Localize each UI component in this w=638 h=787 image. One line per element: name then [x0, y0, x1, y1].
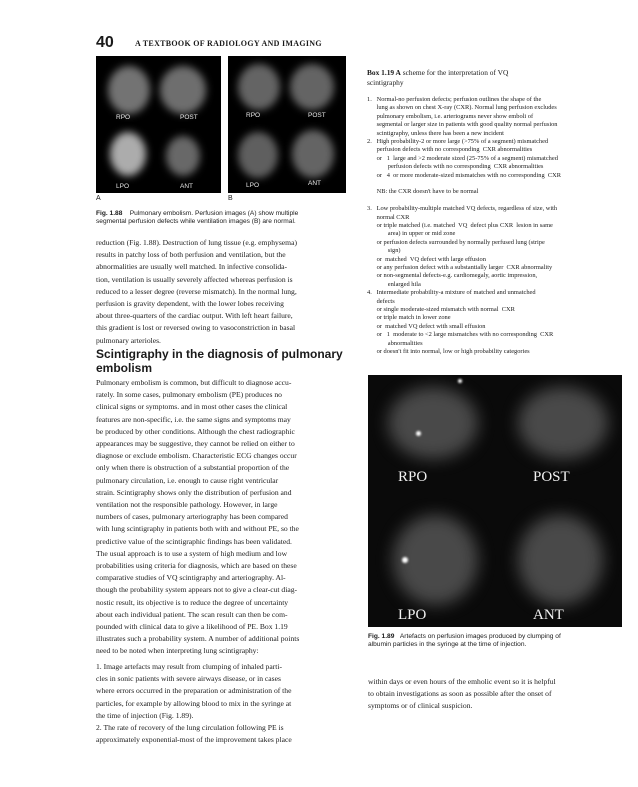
- text-line: to obtain investigations as soon as possible after the onset of: [368, 689, 552, 699]
- box-line: or triple matched (i.e. matched VQ defect plus CXR lesion in same: [367, 222, 553, 229]
- text-line: need to be noted when interpreting lung scintigraphy:: [96, 646, 259, 656]
- box-line: or any perfusion defect with a substantially larger CXR abnormality: [367, 264, 553, 271]
- box-line: or matched VQ defect with small effusion: [367, 322, 486, 330]
- scan-label: ANT: [308, 180, 321, 187]
- box-line: or non-segmental defects-e.g. cardiomegaly, aortic impression,: [367, 272, 538, 280]
- box-line: or single moderate-sized mismatch with normal CXR: [367, 306, 515, 313]
- box-line: or 1 large and >2 moderate sized (25-75% of a segment) mismatched: [367, 154, 558, 162]
- caption-number: Fig. 1.88: [96, 210, 123, 217]
- box-line: lung as shown on chest X-ray (CXR). Normal lung perfusion excludes: [367, 104, 557, 112]
- scan-label: POST: [180, 114, 198, 121]
- numbered-list: [96, 661, 348, 746]
- scan-label: LPO: [398, 607, 427, 623]
- caption-number: Fig. 1.89: [368, 633, 395, 640]
- panel-letter-b: B: [228, 195, 233, 202]
- fig-1-88-panel-a: [96, 56, 221, 193]
- text-line: features are non-specific, i.e. the same signs and symptoms may: [96, 414, 291, 424]
- text-line: where errors occurred in the preparation or administration of the: [96, 686, 292, 696]
- text-line: results in patchy loss of both perfusion and ventilation, but the: [96, 250, 286, 260]
- box-line: perfusion defects with no corresponding CXR abnormalities: [367, 163, 544, 171]
- fig-1-88-caption: [96, 210, 356, 227]
- text-line: nostic result, its objective is to reduce the degree of uncertainty: [96, 597, 289, 607]
- section-heading: [96, 347, 356, 375]
- scan-label: LPO: [116, 183, 130, 190]
- text-line: only when there is obstruction of a substantial proportion of the: [96, 463, 290, 473]
- text-line: rately. In some cases, pulmonary embolism (PE) produces no: [96, 390, 282, 400]
- scan-label: RPO: [398, 469, 428, 485]
- caption-text: Artefacts on perfusion images produced by clumping of: [399, 633, 561, 640]
- text-line: numbers of cases, pulmonary arteriography has been compared: [96, 512, 288, 522]
- box-line: scintigraphy, unless there has been a new incident: [367, 129, 504, 137]
- text-line: within days or even hours of the emholic event so it is helpful: [368, 677, 556, 686]
- text-line: approximately exponential-most of the improvement takes place: [96, 735, 292, 745]
- text-line: tion, ventilation is usually severely affected whereas perfusion is: [96, 274, 293, 284]
- text-line: about three-quarters of the cardiac output. With left heart failure,: [96, 311, 293, 321]
- scan-label: POST: [533, 469, 570, 485]
- text-line: be produced by other conditions. Although the chest radiographic: [96, 426, 295, 436]
- caption-text: segmental perfusion defects while ventilation images (B) are normal.: [96, 218, 296, 226]
- panel-letter-a: A: [96, 195, 101, 202]
- text-line: diagnose or exclude embolism. Characteristic ECG changes occur: [96, 451, 297, 461]
- scan-label: RPO: [246, 112, 261, 119]
- fig-1-88-panel-b: [228, 56, 346, 193]
- text-line: 2. The rate of recovery of the lung circulation following PE is: [96, 723, 284, 733]
- box-line: segmental or larger size in patients with good quality normal perfusion: [367, 121, 558, 129]
- text-line: pulmonary circulation, i.e. enough to cause right ventricular: [96, 475, 279, 485]
- box-line: abnormalities: [367, 339, 423, 347]
- box-line: enlarged hila: [367, 280, 421, 288]
- text-line: appearances may be suggestive, they cannot be relied on either to: [96, 439, 295, 449]
- box-line: 3. Low probability-multiple matched VQ defects, regardless of size, with: [367, 205, 558, 213]
- box-line: 4. Intermediate probability-a mixture of matched and unmatched: [367, 289, 536, 297]
- fig-1-89-caption: [368, 633, 622, 650]
- box-line: normal CXR: [367, 213, 410, 221]
- text-line: comparative studies of VQ scintigraphy and arteriography. Al-: [96, 573, 286, 583]
- heading-line: Scintigraphy in the diagnosis of pulmonary: [96, 347, 343, 361]
- caption-text: albumin particles in the syringe at the time of injection.: [368, 641, 527, 649]
- box-content: [367, 96, 617, 366]
- box-line: area) in upper or mid zone: [367, 230, 456, 238]
- box-line: 1. Normal-no perfusion defects; perfusion outlines the shape of the: [367, 96, 542, 103]
- text-line: pounded with clinical data to give a likelihood of PE. Box 1.19: [96, 622, 288, 632]
- box-title-text: scheme for the interpretation of VQ: [400, 68, 509, 77]
- text-line: strain. Scintigraphy shows only the distribution of perfusion and: [96, 487, 292, 497]
- box-title-text: scintigraphy: [367, 77, 404, 87]
- text-line: perfusion is gravity dependent, with the lower lobes receiving: [96, 299, 284, 309]
- scan-label: ANT: [533, 607, 564, 623]
- running-title: A TEXTBOOK OF RADIOLOGY AND IMAGING: [135, 39, 322, 48]
- text-line: reduced to a lesser degree (reverse mismatch). In the normal lung,: [96, 286, 297, 296]
- box-line: or triple match in lower zone: [367, 314, 451, 322]
- box-number: Box 1.19 A: [367, 68, 401, 77]
- text-line: abnormalities are usually well matched. In infective consolida-: [96, 262, 288, 272]
- box-line: or 4 or more moderate-sized mismatches with no corresponding CXR: [367, 171, 561, 179]
- text-line: The usual approach is to use a system of high medium and low: [96, 548, 288, 558]
- text-line: particles, for example by allowing blood to mix in the syringe at: [96, 698, 292, 708]
- box-line: defects: [367, 297, 395, 305]
- text-line: Pulmonary embolism is common, but difficult to diagnose accu-: [96, 378, 292, 387]
- text-line: with lung scintigraphy in patients both with and without PE, so the: [96, 524, 299, 534]
- text-line: cles in sonic patients with severe airways disease, or in cases: [96, 674, 281, 684]
- text-line: ventilation not the responsible pathology. However, in large: [96, 500, 278, 510]
- text-line: pulmonary arterioles.: [96, 335, 161, 345]
- box-line: or matched VQ defect with large effusion: [367, 255, 486, 263]
- box-line: or 1 moderate to <2 large mismatches with no corresponding CXR: [367, 331, 554, 339]
- body-paragraph: [368, 676, 622, 713]
- text-line: 1. Image artefacts may result from clumping of inhaled parti-: [96, 662, 282, 671]
- box-line: NB: the CXR doesn't have to be normal: [367, 188, 479, 196]
- text-line: symptoms or of clinical suspicion.: [368, 701, 473, 711]
- body-paragraph: [96, 237, 348, 347]
- box-line: or perfusion defects surrounded by normally perfused lung (stripe: [367, 238, 545, 246]
- scan-label: POST: [308, 112, 326, 119]
- box-title: [367, 68, 607, 87]
- body-paragraph: [96, 377, 348, 658]
- text-line: about each individual patient. The scan result can then be com-: [96, 609, 288, 619]
- fig-1-89-image: [368, 375, 622, 627]
- heading-line: embolism: [96, 361, 153, 375]
- scan-label: RPO: [116, 114, 131, 121]
- text-line: illustrates such a probability system. A number of additional points: [96, 634, 300, 644]
- box-line: or doesn't fit into normal, low or high probability categories: [367, 348, 530, 355]
- text-line: clinical signs or symptoms. and in most other cases the clinical: [96, 402, 288, 412]
- text-line: reduction (Fig. 1.88). Destruction of lung tissue (e.g. emphysema): [96, 238, 297, 247]
- box-line: pulmonary embolism, i.e. arteriograms never show emboli of: [367, 112, 534, 120]
- scan-label: LPO: [246, 182, 260, 189]
- caption-text: Pulmonary embolism. Perfusion images (A) show multiple: [129, 210, 299, 217]
- text-line: predictive value of the scintigraphic findings has been validated.: [96, 536, 292, 546]
- text-line: though the probability system appears not to give a clear-cut diag-: [96, 585, 298, 595]
- box-line: perfusion defects with no corresponding CXR abnormalities: [367, 146, 533, 154]
- scan-label: ANT: [180, 183, 193, 190]
- text-line: the time of injection (Fig. 1.89).: [96, 710, 194, 720]
- box-line: sign): [367, 247, 401, 255]
- text-line: probabilities using criteria for diagnosis, which are based on these: [96, 561, 297, 571]
- page-number: 40: [96, 34, 114, 51]
- text-line: this gradient is lost or reversed owing to vasoconstriction in basal: [96, 323, 296, 333]
- box-line: 2. High probability-2 or more large (>75% of a segment) mismatched: [367, 138, 549, 145]
